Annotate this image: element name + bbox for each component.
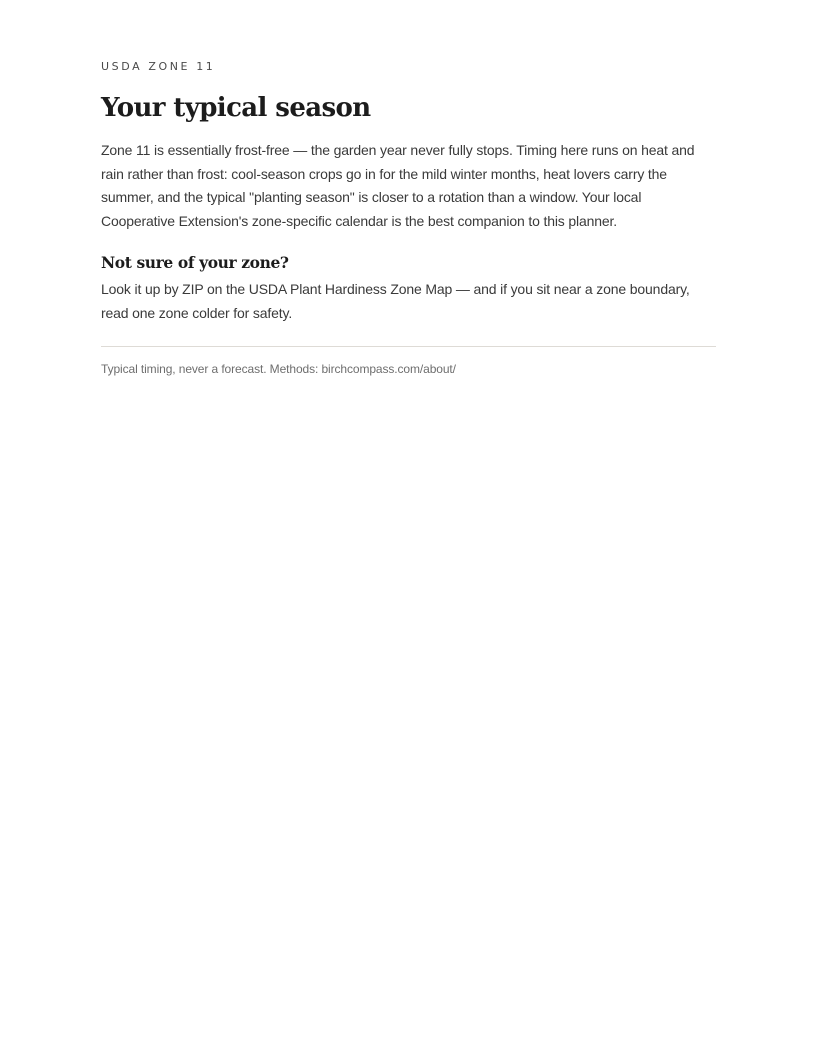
intro-paragraph: Zone 11 is essentially frost-free — the garden year never fully stops. Timing here runs on heat and rain rather than frost: cool-season crops go in for the mild winter months, heat lovers carry the summer, and the typical "planting season" is closer to a rotation than a window. Your local Cooperative Extension's zone-specific calendar is the best companion to this planner. (101, 142, 695, 229)
methods-footnote: Typical timing, never a forecast. Methods: birchcompass.com/about/ (101, 362, 456, 376)
page-title: Your typical season (101, 93, 371, 123)
divider (101, 346, 716, 347)
zone-eyebrow: USDA ZONE 11 (101, 60, 216, 73)
zone-help-heading: Not sure of your zone? (101, 253, 289, 272)
zone-help-paragraph: Look it up by ZIP on the USDA Plant Hardiness Zone Map — and if you sit near a zone boundary, read one zone colder for safety. (101, 281, 690, 321)
season-card (101, 58, 716, 378)
